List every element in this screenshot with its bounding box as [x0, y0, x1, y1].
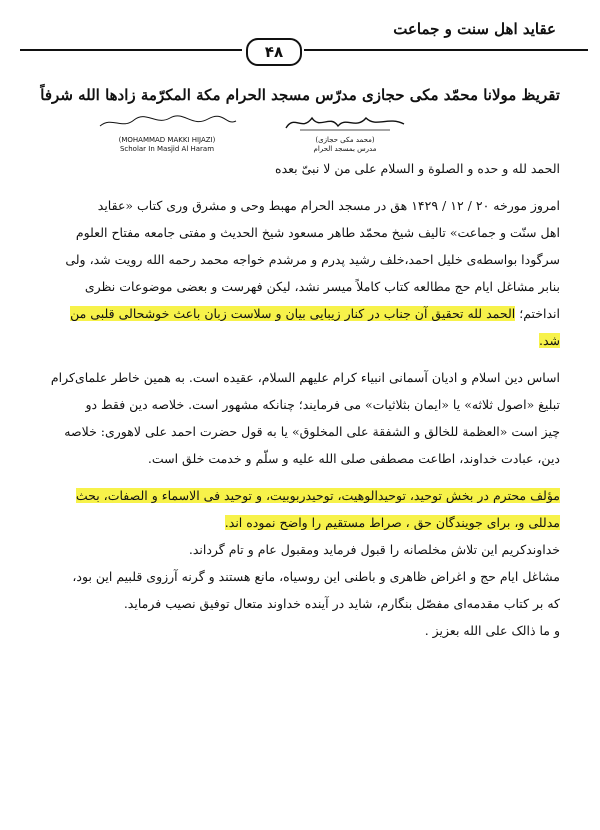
paragraph-1-line-mixed	[40, 300, 560, 327]
closing-line: و ما ذالک علی الله بعزیز .	[424, 623, 560, 638]
signature-right-title: مدرس بمسجد الحرام	[313, 145, 377, 153]
paragraph-2-line: چیز است «العظمة للخالق و الشفقة علی المخلوق» یا به قول حضرت احمد علی لاهوری: خلاصه	[64, 424, 560, 439]
paragraph-1-line: بنابر مشاغل ایام حج مطالعه کتاب کاملاً میسر نشد، لیکن فهرست و بعضی موضوعات نظری	[84, 279, 560, 294]
page-header	[14, 8, 586, 61]
running-title: عقاید اهل سنت و جماعت	[393, 20, 556, 38]
paragraph-1-line: امروز مورخه ۲۰ / ۱۲ / ۱۴۲۹ هق در مسجد الحرام مهبط وحی و مشرق وری کتاب «عقاید	[97, 198, 560, 213]
body-text	[40, 155, 560, 644]
signature-left-title: Scholar In Masjid Al Haram	[119, 145, 215, 153]
paragraph-2-line: اساس دین اسلام و ادیان آسمانی انبیاء کرام علیهم السلام، عقیده است. به همین خاطر علمای‌کرام	[50, 370, 560, 385]
paragraph-2-line: دین، عبادت خداوند، اطاعت مصطفی صلی الله علیه و سلّم و خدمت خلق است.	[147, 451, 560, 466]
signature-left-name: (MOHAMMAD MAKKI HIJAZI)	[118, 136, 216, 144]
paragraph-1-plain-part: انداختم؛	[519, 306, 560, 321]
paragraph-2-line: تبلیغ «اصول ثلاثه» یا «ایمان بثلاثیات» می فرمایند؛ چنانکه مشهور است. خلاصه دین فقط دو	[85, 397, 560, 412]
header-rule-right	[304, 49, 588, 51]
paragraph-1-last-line	[40, 327, 560, 354]
paragraph-3-line	[40, 509, 560, 536]
page-number-text: ۴۸	[264, 43, 284, 61]
signature-stamp-right	[280, 112, 410, 154]
paragraph-1-line: اهل سنّت و جماعت» تالیف شیخ محمّد طاهر مسعود شیخ الحدیث و مفتی جامعه مفتاح العلوم	[75, 225, 560, 240]
header-rule-left	[20, 49, 242, 51]
paragraph-1-line: سرگودا بواسطه‌ی خلیل احمد،خلف رشید پدرم و مرشدم خواجه محمد رحمه الله رویت شد، ولی	[65, 252, 560, 267]
paragraph-4-line: که بر کتاب مقدمه‌ای مفصّل بنگارم، شاید در آینده خداوند متعال توفیق نصیب فرماید.	[123, 596, 560, 611]
signature-stamp-left	[92, 112, 242, 154]
handwritten-signature-icon	[280, 112, 410, 132]
paragraph-3-line	[40, 482, 560, 509]
paragraph-4-line: خداوندکریم این تلاش مخلصانه را قبول فرماید ومقبول عام و تام گرداند.	[188, 542, 560, 557]
section-heading: تقریظ مولانا محمّد مکی حجازی مدرّس مسجد الحرام مکة المکرّمة زادها الله شرفاً	[40, 86, 560, 104]
highlighted-text: الحمد لله تحقیق آن جناب در کنار زیبایی بیان و سلاست زبان باعث خوشحالی قلبی من	[70, 306, 516, 321]
highlighted-text: مؤلف محترم در بخش توحید، توحیدالوهیت، توحیدربوبیت، و توحید فی الاسماء و الصفات، بحث	[75, 488, 560, 503]
opening-line: الحمد لله و حده و الصلوة و السلام علی من لا نبیّ بعده	[275, 161, 560, 176]
page-number	[246, 38, 302, 66]
signature-scribble-icon	[92, 112, 242, 132]
signature-right-name: (محمد مکی حجازی)	[315, 136, 375, 144]
paragraph-4-line: مشاغل ایام حج و اغراض ظاهری و باطنی این روسیاه، مانع هستند و گرنه آرزوی قلبیم این بود،	[72, 569, 560, 584]
highlighted-text: مدللی و، برای جویندگان حق ، صراط مستقیم را واضح نموده اند.	[224, 515, 560, 530]
highlighted-text: شد.	[538, 333, 560, 348]
